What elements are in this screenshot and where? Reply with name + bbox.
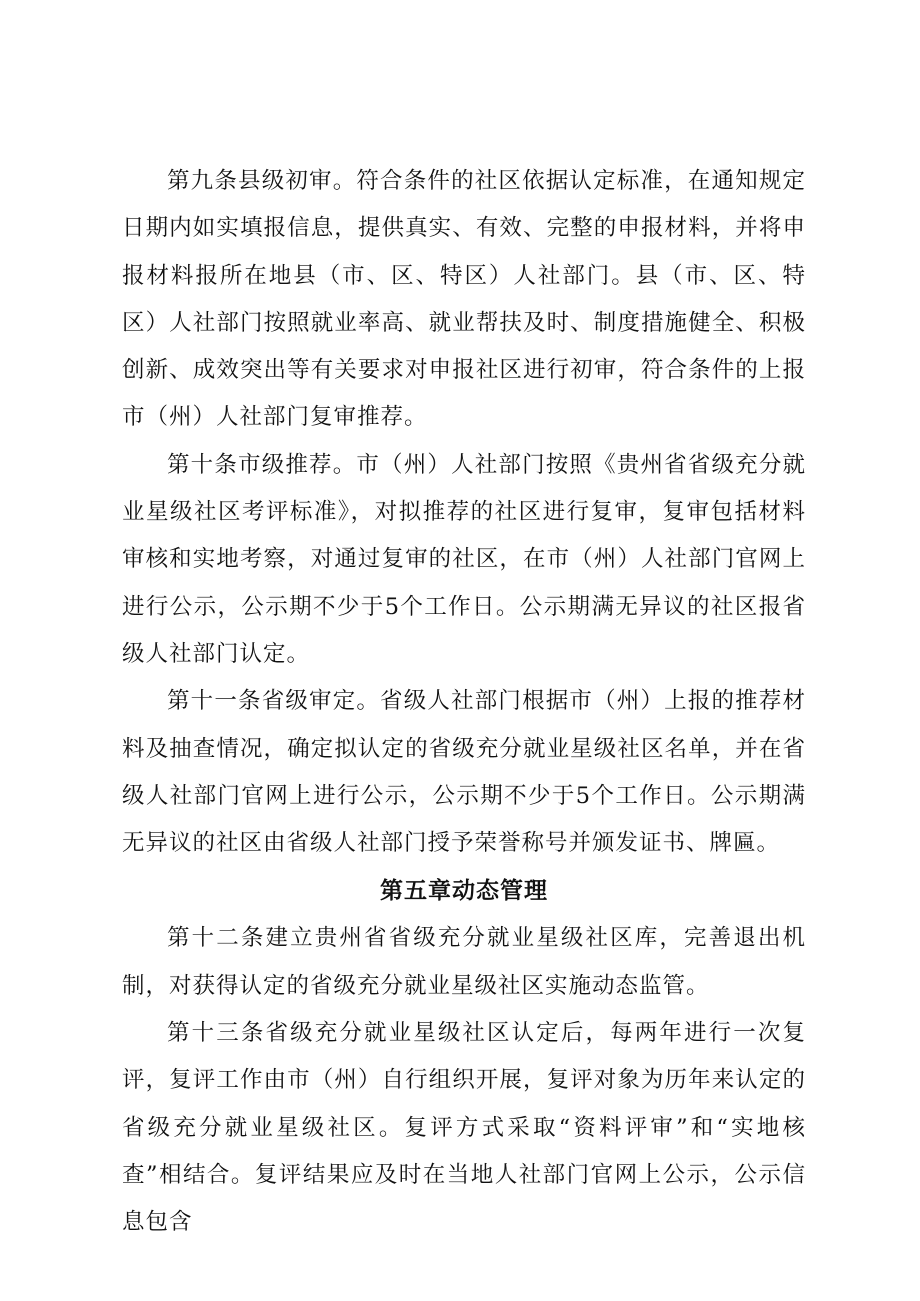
chapter-heading: 第五章动态管理 <box>380 878 548 905</box>
article-12-paragraph: 第十二条建立贵州省省级充分就业星级社区库，完善退出机制，对获得认定的省级充分就业星级社区实施动态监管。 <box>122 925 806 999</box>
article-10-paragraph: 第十条市级推荐。市（州）人社部门按照《贵州省省级充分就业星级社区考评标准》，对拟推荐的社区进行复审，复审包括材料审核和实地考察，对通过复审的社区，在市（州）人社部门官网上进行公示，公示期不少于5个工作日。公示期满无异议的社区报省级人社部门认定。 <box>122 451 806 667</box>
article-13-paragraph: 第十三条省级充分就业星级社区认定后，每两年进行一次复评，复评工作由市（州）自行组织开展，复评对象为历年来认定的省级充分就业星级社区。复评方式采取“资料评审”和“实地核查”相结合。复评结果应及时在当地人社部门官网上公示，公示信息包含 <box>122 1020 806 1236</box>
article-9-paragraph: 第九条县级初审。符合条件的社区依据认定标准，在通知规定日期内如实填报信息，提供真实、有效、完整的申报材料，并将申报材料报所在地县（市、区、特区）人社部门。县（市、区、特区）人社部门按照就业率高、就业帮扶及时、制度措施健全、积极创新、成效突出等有关要求对申报社区进行初审，符合条件的上报市（州）人社部门复审推荐。 <box>122 168 806 431</box>
document-body <box>122 158 806 1247</box>
article-11-paragraph: 第十一条省级审定。省级人社部门根据市（州）上报的推荐材料及抽查情况，确定拟认定的省级充分就业星级社区名单，并在省级人社部门官网上进行公示，公示期不少于5个工作日。公示期满无异议的社区由省级人社部门授予荣誉称号并颁发证书、牌匾。 <box>122 688 806 857</box>
